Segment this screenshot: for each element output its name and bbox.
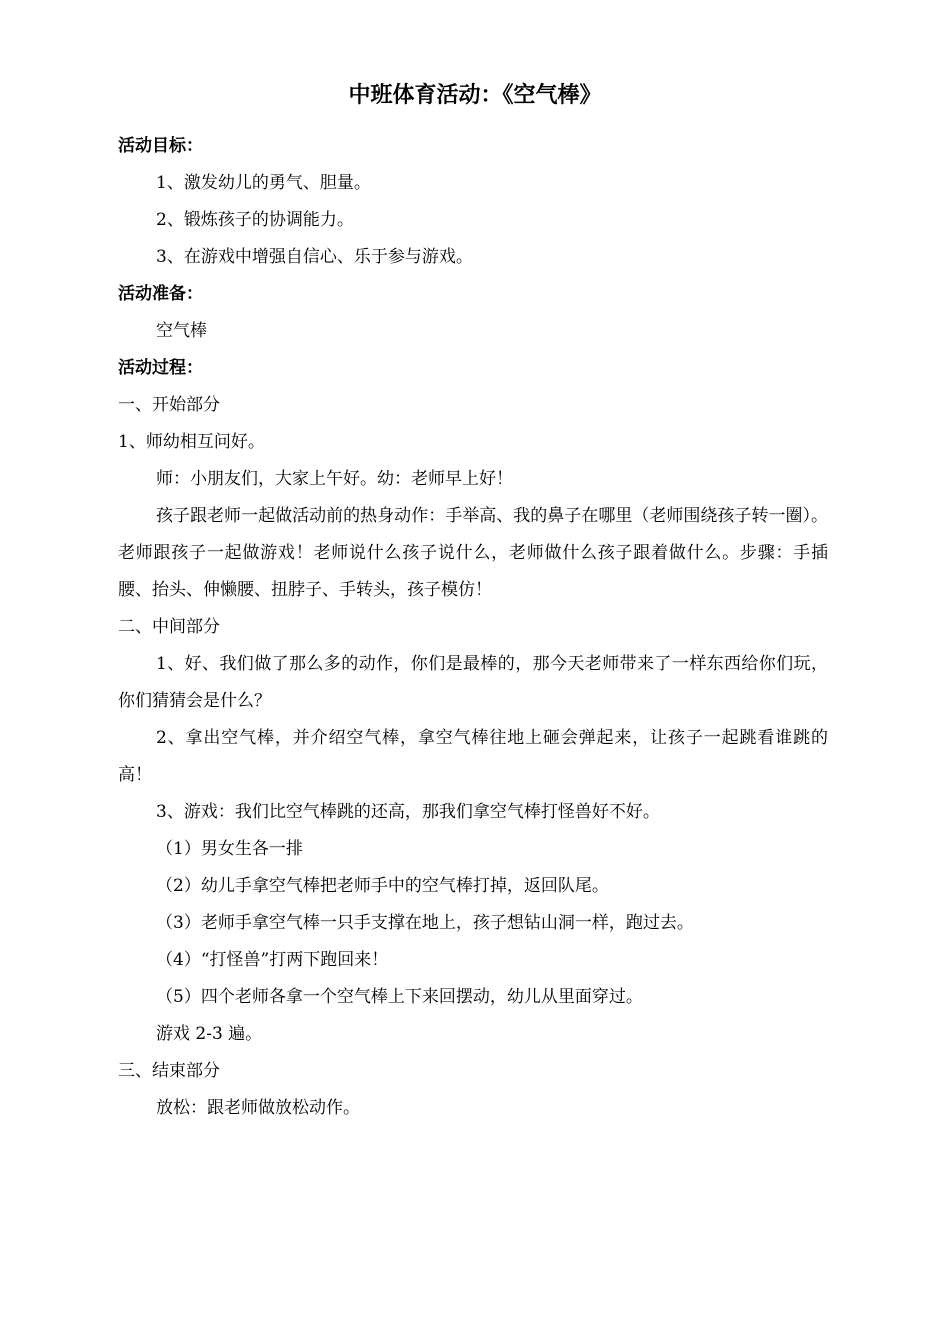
goal-item-2: 2、锻炼孩子的协调能力。 — [156, 210, 354, 230]
game-repeat: 游戏 2-3 遍。 — [156, 1024, 263, 1044]
goal-item-3: 3、在游戏中增强自信心、乐于参与游戏。 — [156, 247, 473, 267]
part2-paragraph-1: 1、好、我们做了那么多的动作，你们是最棒的，那今天老师带来了一样东西给你们玩，你们猜猜会是什么？ — [118, 654, 828, 711]
part1-title: 一、开始部分 — [118, 395, 220, 415]
goals-heading: 活动目标： — [118, 136, 203, 156]
part1-step1: 1、师幼相互问好。 — [118, 432, 265, 452]
part2-paragraph-3: 3、游戏：我们比空气棒跳的还高，那我们拿空气棒打怪兽好不好。 — [156, 802, 660, 822]
game-step-2: （2）幼儿手拿空气棒把老师手中的空气棒打掉，返回队尾。 — [156, 876, 609, 896]
part2-title: 二、中间部分 — [118, 617, 220, 637]
preparation-text: 空气棒 — [156, 321, 207, 341]
part1-dialog: 师：小朋友们，大家上午好。幼：老师早上好！ — [156, 469, 513, 489]
game-step-4: （4）“打怪兽”打两下跑回来！ — [156, 950, 389, 970]
part2-paragraph-2: 2、拿出空气棒，并介绍空气棒，拿空气棒往地上砸会弹起来，让孩子一起跳看谁跳的高！ — [118, 728, 828, 785]
part3-title: 三、结束部分 — [118, 1061, 220, 1081]
goal-item-1: 1、激发幼儿的勇气、胆量。 — [156, 173, 371, 193]
game-step-3: （3）老师手拿空气棒一只手支撑在地上，孩子想钻山洞一样，跑过去。 — [156, 913, 694, 933]
part3-text: 放松：跟老师做放松动作。 — [156, 1098, 360, 1118]
document-title: 中班体育活动：《空气棒》 — [348, 83, 602, 108]
game-step-5: （5）四个老师各拿一个空气棒上下来回摆动，幼儿从里面穿过。 — [156, 987, 643, 1007]
document-body — [118, 128, 828, 1127]
game-step-1: （1）男女生各一排 — [156, 839, 303, 859]
part1-warmup: 孩子跟老师一起做活动前的热身动作：手举高、我的鼻子在哪里（老师围绕孩子转一圈）。老师跟孩子一起做游戏！老师说什么孩子说什么，老师做什么孩子跟着做什么。步骤：手插腰、抬头、伸懒腰、扭脖子、手转头，孩子模仿！ — [118, 506, 828, 600]
preparation-heading: 活动准备： — [118, 284, 203, 304]
process-heading: 活动过程： — [118, 358, 203, 378]
